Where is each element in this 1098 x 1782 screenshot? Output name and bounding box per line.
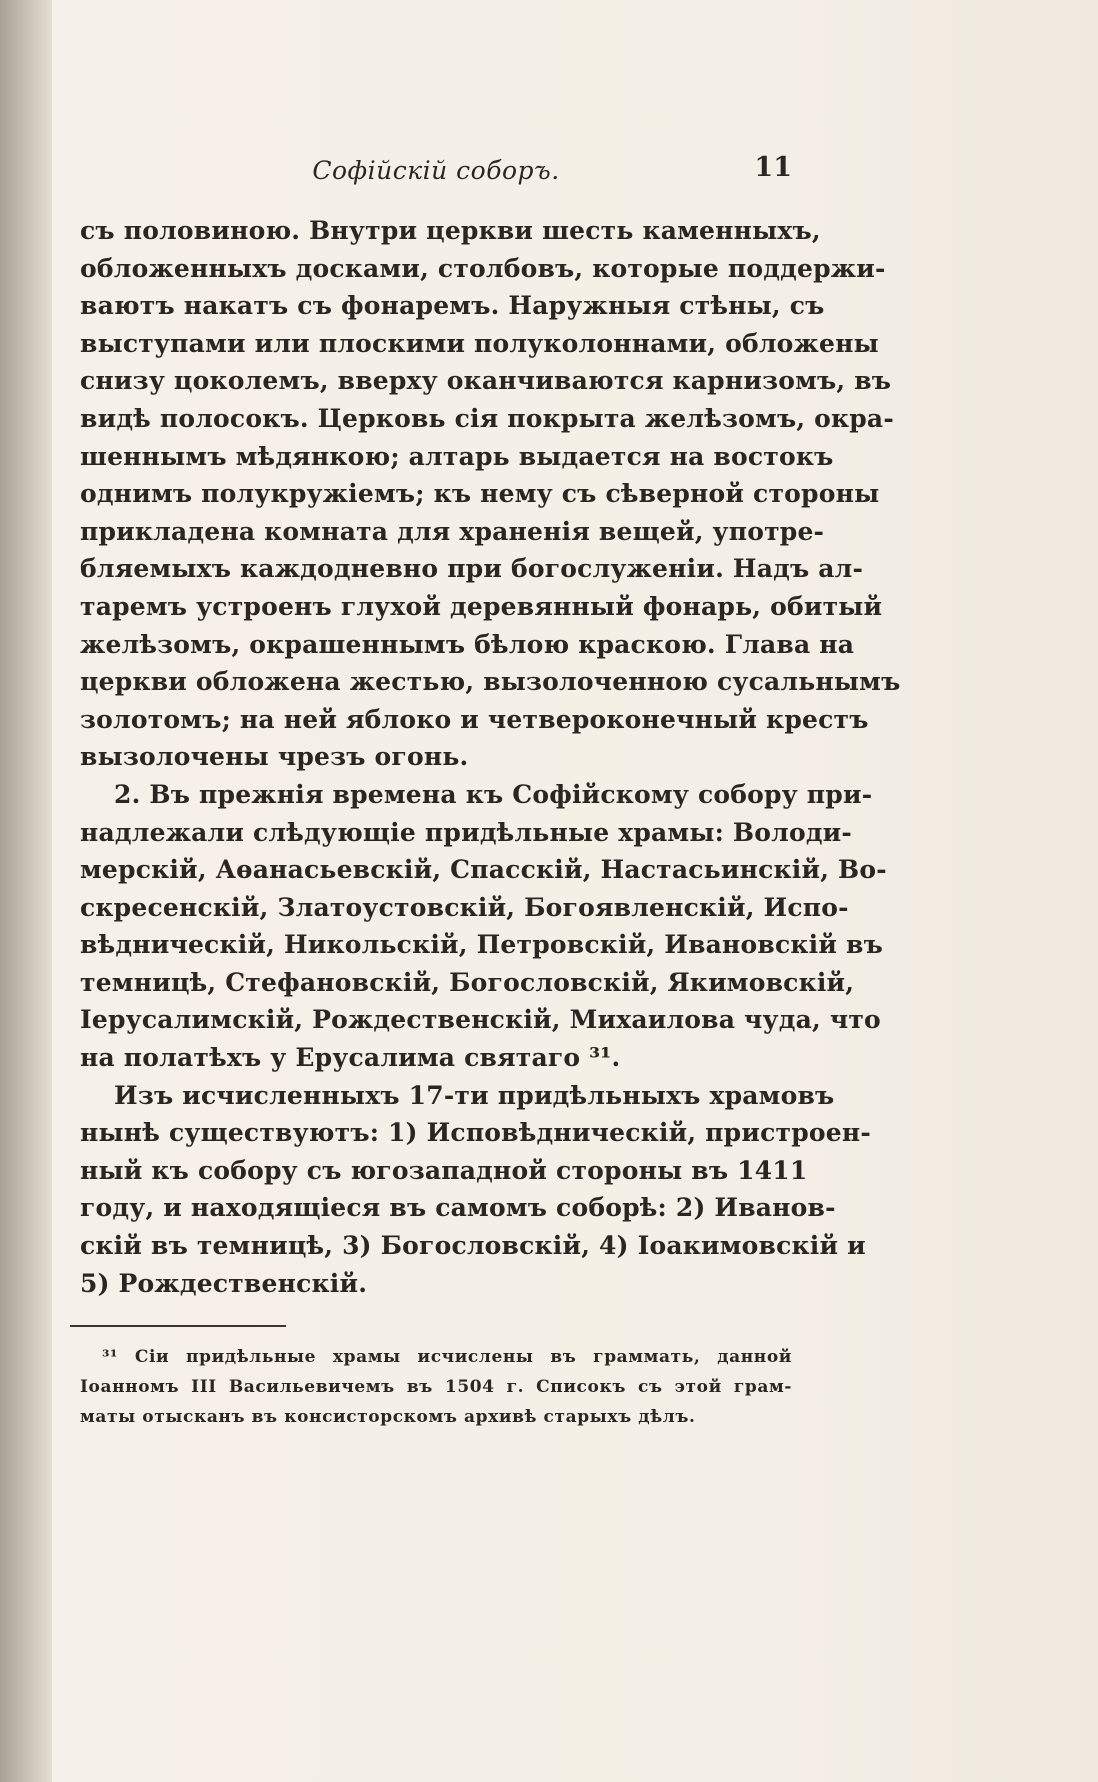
text-line: Іерусалимскій, Рождественскій, Михаилова чуда, что xyxy=(80,1005,881,1035)
text-line: золотомъ; на ней яблоко и четвероконечный крестъ xyxy=(80,704,869,734)
footnote-rule xyxy=(70,1325,286,1327)
text-line: скресенскій, Златоустовскій, Богоявленскій, Испо- xyxy=(80,892,849,922)
page-number: 11 xyxy=(754,152,792,183)
text-line: однимъ полукружіемъ; къ нему съ сѣверной стороны xyxy=(80,479,880,509)
main-text xyxy=(80,212,901,1302)
text-line: бляемыхъ каждодневно при богослуженіи. Надъ ал- xyxy=(80,554,864,584)
text-line: шеннымъ мѣдянкою; алтарь выдается на востокъ xyxy=(80,441,834,471)
text-line: таремъ устроенъ глухой деревянный фонарь, обитый xyxy=(80,591,883,621)
text-line: 2. Въ прежнія времена къ Софійскому собору при- xyxy=(114,779,873,809)
running-head: Софійскій соборъ. xyxy=(312,156,560,185)
footnote-line: ³¹ Сіи придѣльные храмы исчислены въ граммать, данной xyxy=(102,1347,792,1367)
text-line: надлежали слѣдующіе придѣльные храмы: Володи- xyxy=(80,817,853,847)
text-line: обложенныхъ досками, столбовъ, которые поддержи- xyxy=(80,253,886,283)
text-line: выступами или плоскими полуколоннами, обложены xyxy=(80,328,879,358)
text-line: съ половиною. Внутри церкви шесть каменныхъ, xyxy=(80,216,821,245)
text-line: скій въ темницѣ, 3) Богословскій, 4) Іоакимовскій и xyxy=(80,1231,866,1261)
text-line: вызолочены чрезъ огонь. xyxy=(80,742,469,772)
text-line: ный къ собору съ югозападной стороны въ 1411 xyxy=(80,1155,808,1185)
text-line: на полатѣхъ у Ерусалима святаго ³¹. xyxy=(80,1043,621,1073)
text-line: нынѣ существуютъ: 1) Исповѣдническій, пристроен- xyxy=(80,1118,871,1148)
footnote-line: Іоанномъ III Васильевичемъ въ 1504 г. Списокъ съ этой грам- xyxy=(80,1377,792,1397)
page-header xyxy=(80,152,792,192)
text-line: году, и находящіеся въ самомъ соборѣ: 2) Иванов- xyxy=(80,1193,836,1223)
text-line: мерскій, Аѳанасьевскій, Спасскій, Настасьинскій, Во- xyxy=(80,855,887,885)
text-line: вѣдническій, Никольскій, Петровскій, Ивановскій въ xyxy=(80,930,883,960)
text-line: прикладена комната для храненія вещей, употре- xyxy=(80,516,825,546)
book-gutter xyxy=(0,0,52,1782)
text-line: желѣзомъ, окрашеннымъ бѣлою краскою. Глава на xyxy=(80,629,855,659)
text-line: церкви обложена жестью, вызолоченною сусальнымъ xyxy=(80,667,901,697)
text-line: 5) Рождественскій. xyxy=(80,1268,368,1298)
text-line: видѣ полосокъ. Церковь сія покрыта желѣзомъ, окра- xyxy=(80,403,894,433)
text-line: снизу цоколемъ, вверху оканчиваются карнизомъ, въ xyxy=(80,366,892,396)
footnote xyxy=(80,1342,792,1432)
footnote-line: маты отысканъ въ консисторскомъ архивѣ старыхъ дѣлъ. xyxy=(80,1407,696,1427)
text-line: ваютъ накатъ съ фонаремъ. Наружныя стѣны, съ xyxy=(80,291,825,321)
text-line: темницѣ, Стефановскій, Богословскій, Якимовскій, xyxy=(80,967,855,997)
text-line: Изъ исчисленныхъ 17-ти придѣльныхъ храмовъ xyxy=(114,1080,835,1110)
